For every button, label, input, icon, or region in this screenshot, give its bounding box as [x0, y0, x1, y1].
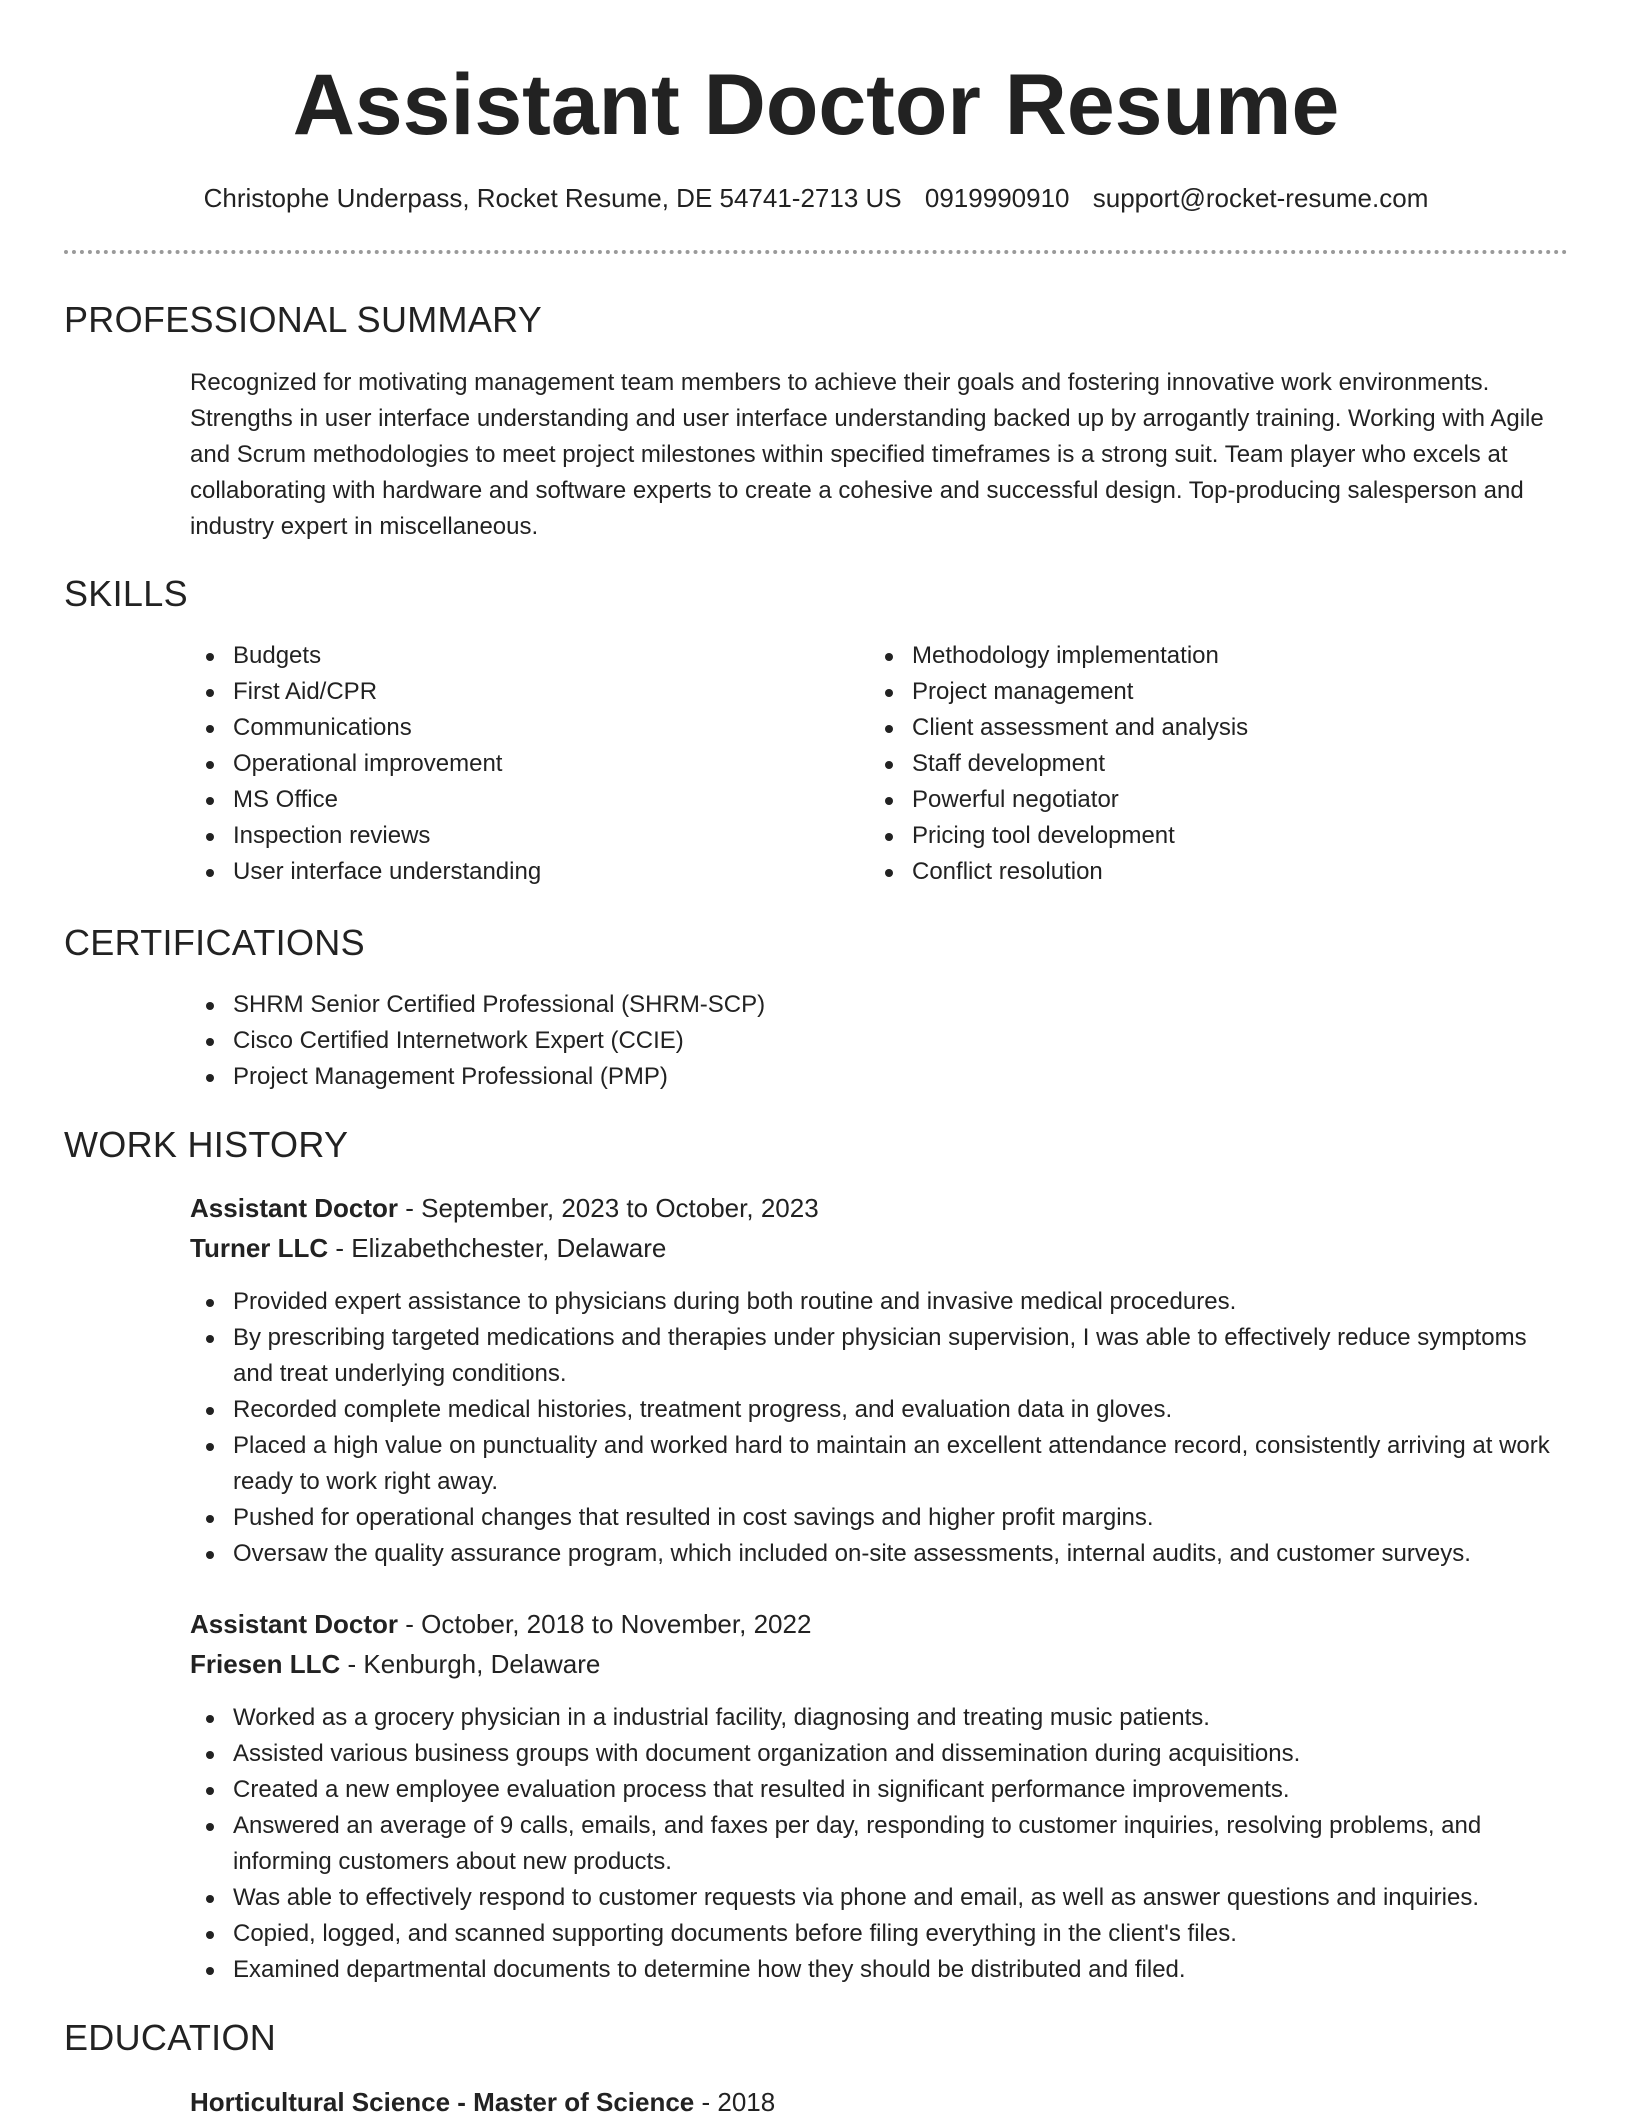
job-bullet: Created a new employee evaluation process that resulted in significant performance improvements.	[190, 1772, 1550, 1808]
job-bullet: Examined departmental documents to determine how they should be distributed and filed.	[190, 1952, 1550, 1988]
job-bullet: Copied, logged, and scanned supporting documents before filing everything in the client's files.	[190, 1916, 1550, 1952]
job-bullets	[190, 1700, 1550, 1988]
contact-address: Christophe Underpass, Rocket Resume, DE 54741-2713 US	[203, 183, 902, 213]
resume-title: Assistant Doctor Resume	[292, 57, 1340, 153]
skill-item: Staff development	[869, 746, 1529, 782]
certification-item: Cisco Certified Internetwork Expert (CCIE)	[190, 1023, 1550, 1059]
job-company: Turner LLC	[190, 1233, 329, 1263]
summary-heading: PROFESSIONAL SUMMARY	[64, 299, 543, 340]
skill-item: Budgets	[190, 638, 830, 674]
job-location: - Kenburgh, Delaware	[340, 1649, 601, 1679]
skill-item: Pricing tool development	[869, 818, 1529, 854]
job-title: Assistant Doctor	[190, 1193, 399, 1223]
skill-item: MS Office	[190, 782, 830, 818]
education-year: - 2018	[694, 2087, 776, 2117]
certifications-list	[190, 987, 1550, 1095]
skill-item: Conflict resolution	[869, 854, 1529, 890]
header-divider	[64, 250, 1568, 254]
job-bullet: Worked as a grocery physician in a industrial facility, diagnosing and treating music patients.	[190, 1700, 1550, 1736]
job-bullet: Answered an average of 9 calls, emails, and faxes per day, responding to customer inquiries, resolving problems, and informing customers about new products.	[190, 1808, 1550, 1880]
job-bullet: Recorded complete medical histories, treatment progress, and evaluation data in gloves.	[190, 1392, 1550, 1428]
skill-item: Client assessment and analysis	[869, 710, 1529, 746]
skills-list-left	[190, 638, 830, 890]
skill-item: User interface understanding	[190, 854, 830, 890]
education-line	[190, 2082, 775, 2122]
job-bullets	[190, 1284, 1550, 1572]
work-history-heading: WORK HISTORY	[64, 1124, 349, 1165]
education-heading: EDUCATION	[64, 2017, 277, 2058]
certification-item: SHRM Senior Certified Professional (SHRM-SCP)	[190, 987, 1550, 1023]
skill-item: Inspection reviews	[190, 818, 830, 854]
job-bullet: Placed a high value on punctuality and worked hard to maintain an excellent attendance record, consistently arriving at work ready to work right away.	[190, 1428, 1550, 1500]
skills-list-right	[869, 638, 1529, 890]
job-location: - Elizabethchester, Delaware	[328, 1233, 667, 1263]
skill-item: Project management	[869, 674, 1529, 710]
job-bullet: Oversaw the quality assurance program, which included on-site assessments, internal audits, and customer surveys.	[190, 1536, 1550, 1572]
job-company-line	[190, 1228, 666, 1268]
certification-item: Project Management Professional (PMP)	[190, 1059, 1550, 1095]
job-bullet: By prescribing targeted medications and therapies under physician supervision, I was able to effectively reduce symptoms and treat underlying conditions.	[190, 1320, 1550, 1392]
summary-text: Recognized for motivating management team members to achieve their goals and fostering innovative work environments. Strengths in user interface understanding and user interface understanding backed up by arrogantly training. Working with Agile and Scrum methodologies to meet project milestones within specified timeframes is a strong suit. Team player who excels at collaborating with hardware and software experts to create a cohesive and successful design. Top-producing salesperson and industry expert in miscellaneous.	[190, 369, 1544, 540]
contact-email: support@rocket-resume.com	[1092, 183, 1429, 213]
certifications-heading: CERTIFICATIONS	[64, 922, 365, 963]
skills-heading: SKILLS	[64, 573, 188, 614]
contact-line	[0, 180, 1632, 216]
skill-item: First Aid/CPR	[190, 674, 830, 710]
job-dates: - September, 2023 to October, 2023	[398, 1193, 819, 1223]
job-bullet: Provided expert assistance to physicians during both routine and invasive medical procedures.	[190, 1284, 1550, 1320]
job-title: Assistant Doctor	[190, 1609, 399, 1639]
job-company-line	[190, 1644, 600, 1684]
job-bullet: Assisted various business groups with document organization and dissemination during acquisitions.	[190, 1736, 1550, 1772]
contact-phone: 0919990910	[924, 183, 1070, 213]
job-bullet: Pushed for operational changes that resulted in cost savings and higher profit margins.	[190, 1500, 1550, 1536]
skill-item: Operational improvement	[190, 746, 830, 782]
job-dates: - October, 2018 to November, 2022	[398, 1609, 812, 1639]
job-title-line	[190, 1188, 819, 1228]
job-title-line	[190, 1604, 811, 1644]
skill-item: Communications	[190, 710, 830, 746]
job-company: Friesen LLC	[190, 1649, 341, 1679]
education-degree: Horticultural Science - Master of Science	[190, 2087, 695, 2117]
skill-item: Methodology implementation	[869, 638, 1529, 674]
job-bullet: Was able to effectively respond to customer requests via phone and email, as well as answer questions and inquiries.	[190, 1880, 1550, 1916]
skill-item: Powerful negotiator	[869, 782, 1529, 818]
